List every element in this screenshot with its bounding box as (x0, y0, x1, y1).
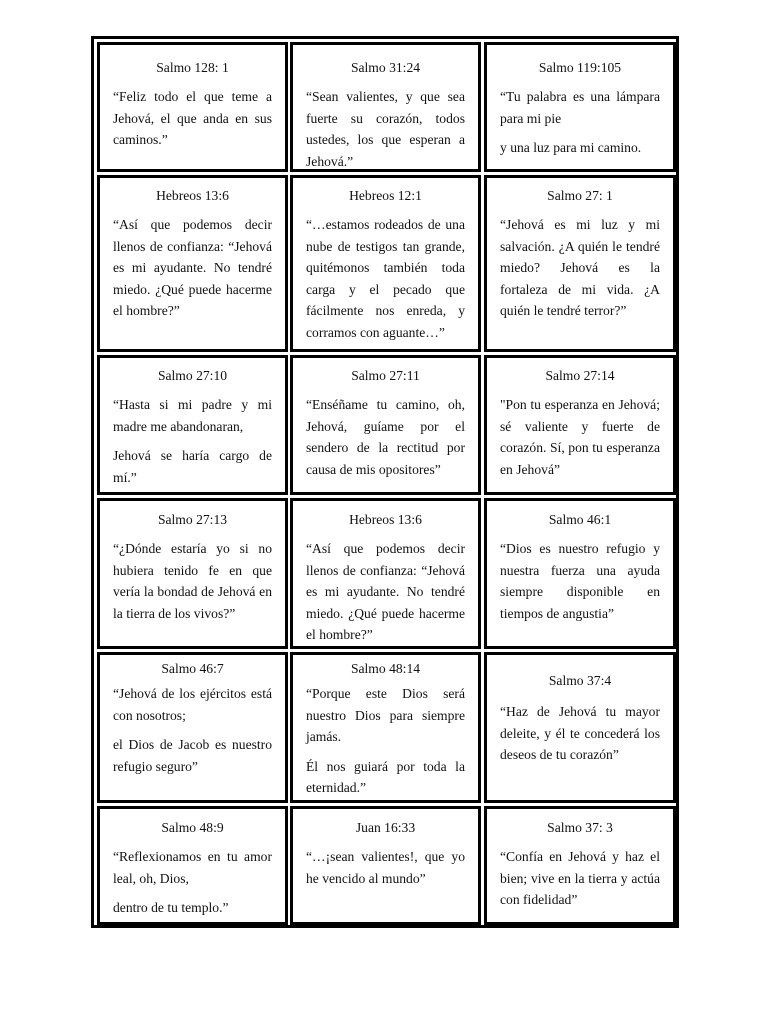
verse-card (484, 652, 676, 803)
verse-card (484, 806, 676, 925)
verse-text: “…¡sean valientes!, que yo he vencido al mundo” (306, 849, 465, 886)
verse-reference: Salmo 27:11 (351, 368, 420, 383)
verse-card-grid (91, 36, 679, 928)
verse-text: “Jehová de los ejércitos está con nosotros; (113, 686, 272, 723)
verse-card (97, 355, 288, 495)
verse-reference: Salmo 119:105 (538, 60, 622, 75)
verse-card (484, 175, 676, 352)
verse-card (484, 42, 676, 172)
verse-card (290, 42, 481, 172)
verse-reference: Salmo 31:24 (350, 60, 421, 75)
verse-card (97, 806, 288, 925)
verse-reference: Hebreos 13:6 (156, 188, 229, 203)
verse-card (97, 498, 288, 649)
verse-reference: Hebreos 13:6 (349, 512, 422, 527)
verse-card (97, 652, 288, 803)
verse-text: “Porque este Dios será nuestro Dios para siempre jamás. (306, 686, 465, 744)
verse-card (290, 652, 481, 803)
verse-text: “…estamos rodeados de una nube de testigos tan grande, quitémonos también toda carga y el pecado que fácilmente nos enreda, y corramos con aguante…” (306, 217, 465, 340)
verse-reference: Juan 16:33 (355, 820, 416, 835)
verse-reference: Salmo 37:4 (548, 673, 612, 688)
verse-card (290, 175, 481, 352)
verse-card (484, 355, 676, 495)
verse-text: “Dios es nuestro refugio y nuestra fuerza una ayuda siempre disponible en tiempos de angustia” (500, 541, 660, 621)
verse-reference: Salmo 48:9 (161, 820, 224, 835)
verse-reference: Salmo 27:13 (157, 512, 228, 527)
verse-reference: Salmo 46:1 (548, 512, 612, 527)
verse-reference: Salmo 27:10 (157, 368, 228, 383)
verse-text: “Tu palabra es una lámpara para mi pie (500, 89, 660, 126)
verse-text: Él nos guiará por toda la eternidad.” (306, 758, 465, 795)
verse-card (97, 175, 288, 352)
verse-text: “Así que podemos decir llenos de confianza: “Jehová es mi ayudante. No tendré miedo. ¿Qué puede hacerme el hombre?” (306, 541, 465, 642)
verse-text: “Así que podemos decir llenos de confianza: “Jehová es mi ayudante. No tendré miedo. ¿Qué puede hacerme el hombre?” (113, 217, 272, 318)
verse-text: “Confía en Jehová y haz el bien; vive en la tierra y actúa con fidelidad” (500, 849, 660, 907)
verse-reference: Hebreos 12:1 (349, 188, 422, 203)
verse-text: “Haz de Jehová tu mayor deleite, y él te concederá los deseos de tu corazón” (500, 704, 660, 762)
verse-reference: Salmo 37: 3 (547, 820, 613, 835)
verse-reference: Salmo 48:14 (350, 661, 421, 676)
verse-reference: Salmo 128: 1 (156, 60, 229, 75)
verse-card (290, 355, 481, 495)
verse-text: “Hasta si mi padre y mi madre me abandonaran, (113, 397, 272, 434)
verse-reference: Salmo 27:14 (545, 368, 615, 383)
verse-text: dentro de tu templo.” (113, 900, 229, 915)
verse-text: “Jehová es mi luz y mi salvación. ¿A quién le tendré miedo? Jehová es la fortaleza de mi vida. ¿A quién le tendré terror?” (500, 217, 660, 318)
verse-card (290, 806, 481, 925)
verse-text: "Pon tu esperanza en Jehová; sé valiente y fuerte de corazón. Sí, pon tu esperanza en Jehová” (500, 397, 660, 477)
verse-text: “Enséñame tu camino, oh, Jehová, guíame por el sendero de la rectitud por causa de mis opositores” (306, 397, 465, 477)
verse-text: “Feliz todo el que teme a Jehová, el que anda en sus caminos.” (113, 89, 272, 147)
verse-card (97, 42, 288, 172)
verse-text: Jehová se haría cargo de mí.” (113, 448, 272, 485)
verse-card (290, 498, 481, 649)
verse-card (484, 498, 676, 649)
verse-text: “Reflexionamos en tu amor leal, oh, Dios, (113, 849, 272, 886)
verse-text: y una luz para mi camino. (500, 140, 642, 155)
verse-reference: Salmo 27: 1 (547, 188, 613, 203)
verse-text: “¿Dónde estaría yo si no hubiera tenido fe en que vería la bondad de Jehová en la tierra de los vivos?” (113, 541, 272, 621)
verse-text: “Sean valientes, y que sea fuerte su corazón, todos ustedes, los que esperan a Jehová.” (306, 89, 465, 169)
verse-text: el Dios de Jacob es nuestro refugio seguro” (113, 737, 272, 774)
verse-reference: Salmo 46:7 (161, 661, 224, 676)
